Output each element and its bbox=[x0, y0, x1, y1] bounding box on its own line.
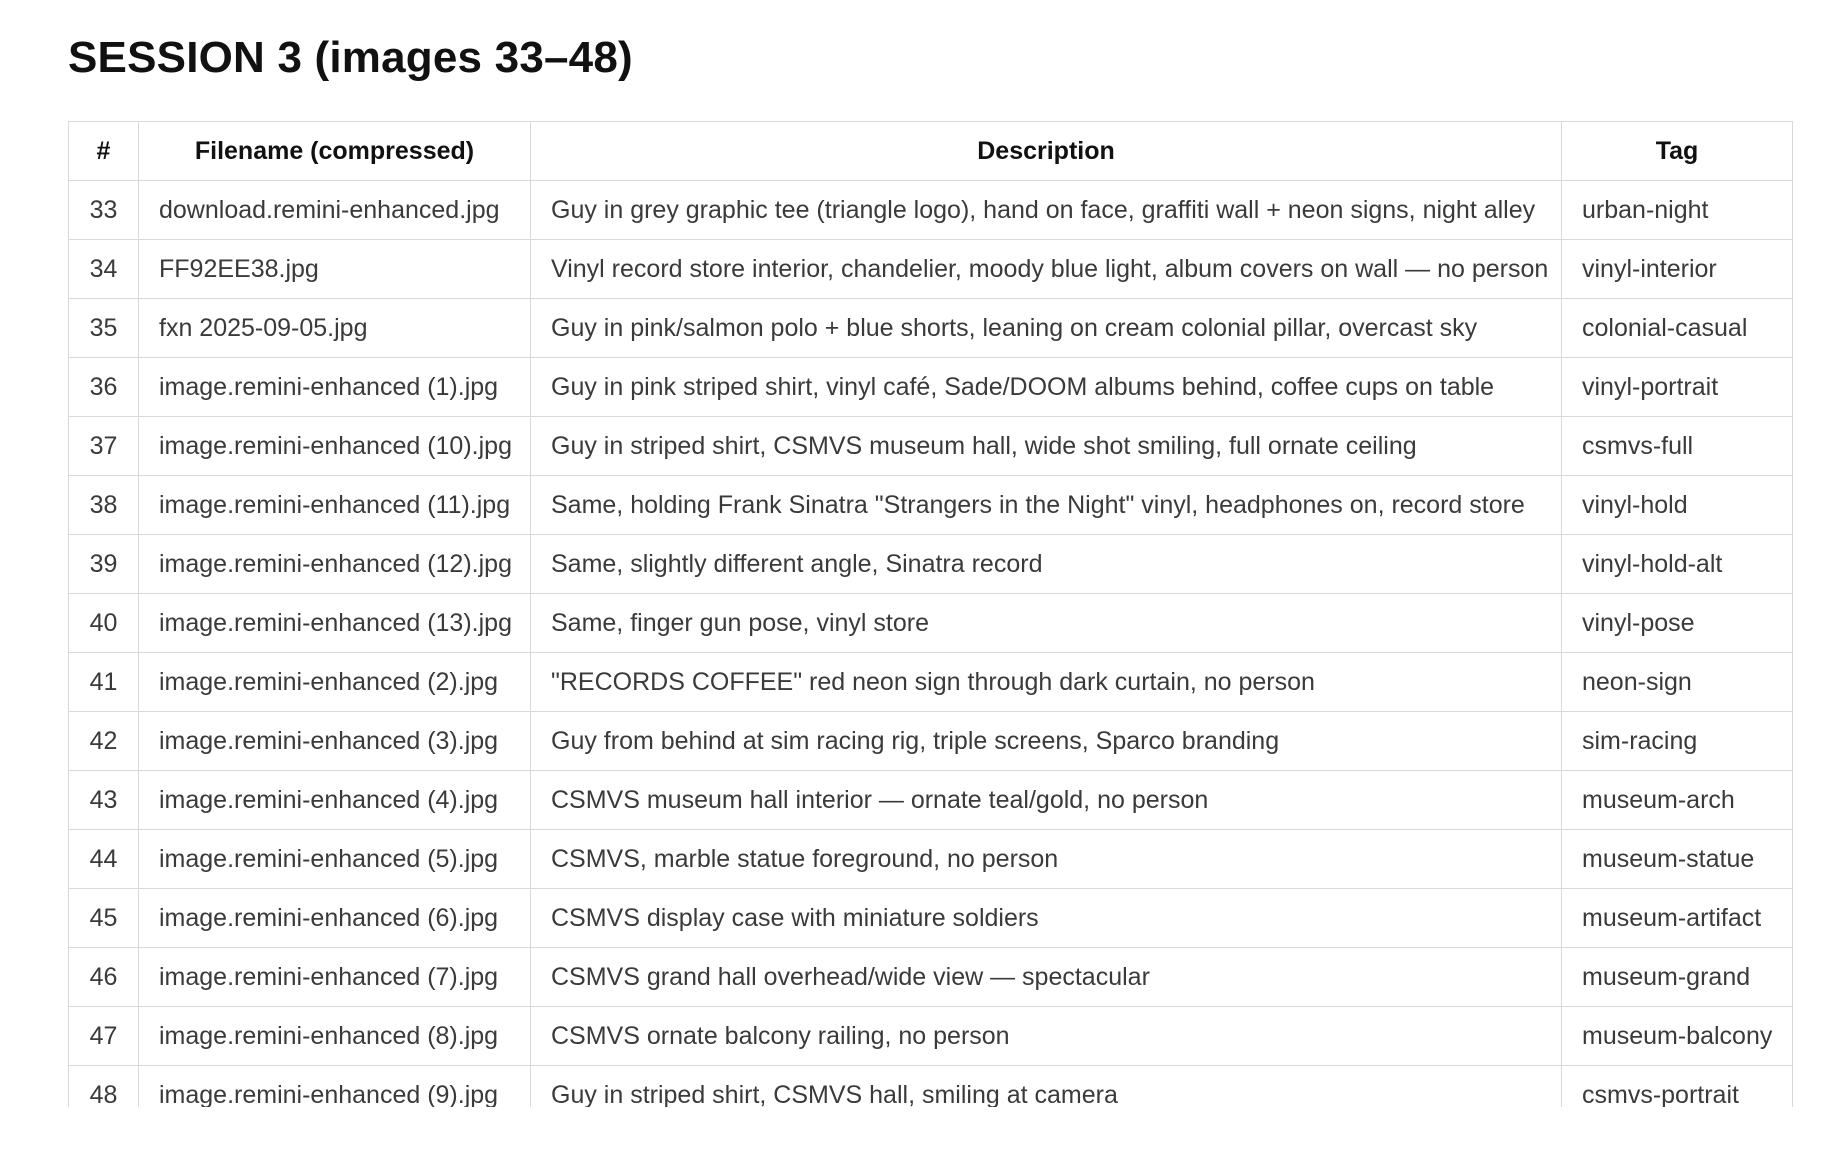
header-number: # bbox=[69, 122, 139, 181]
cell-filename: FF92EE38.jpg bbox=[139, 240, 531, 299]
cell-number: 33 bbox=[69, 181, 139, 240]
cell-filename: image.remini-enhanced (12).jpg bbox=[139, 535, 531, 594]
cell-description: "RECORDS COFFEE" red neon sign through dark curtain, no person bbox=[531, 653, 1562, 712]
cell-description: Vinyl record store interior, chandelier, moody blue light, album covers on wall — no person bbox=[531, 240, 1562, 299]
table-row bbox=[69, 948, 1793, 1007]
cell-filename: fxn 2025-09-05.jpg bbox=[139, 299, 531, 358]
cell-filename: image.remini-enhanced (11).jpg bbox=[139, 476, 531, 535]
cell-description: Guy from behind at sim racing rig, triple screens, Sparco branding bbox=[531, 712, 1562, 771]
table-row bbox=[69, 653, 1793, 712]
cell-description: Same, holding Frank Sinatra "Strangers in the Night" vinyl, headphones on, record store bbox=[531, 476, 1562, 535]
table-row bbox=[69, 299, 1793, 358]
cell-number: 36 bbox=[69, 358, 139, 417]
cell-description: CSMVS, marble statue foreground, no person bbox=[531, 830, 1562, 889]
cell-description: Guy in striped shirt, CSMVS hall, smiling at camera bbox=[531, 1066, 1562, 1108]
table-row bbox=[69, 771, 1793, 830]
cell-description: CSMVS museum hall interior — ornate teal/gold, no person bbox=[531, 771, 1562, 830]
cell-tag: vinyl-hold bbox=[1562, 476, 1793, 535]
cell-number: 44 bbox=[69, 830, 139, 889]
cell-filename: image.remini-enhanced (4).jpg bbox=[139, 771, 531, 830]
cell-filename: image.remini-enhanced (1).jpg bbox=[139, 358, 531, 417]
cell-number: 40 bbox=[69, 594, 139, 653]
cell-filename: image.remini-enhanced (5).jpg bbox=[139, 830, 531, 889]
table-row bbox=[69, 181, 1793, 240]
table-row bbox=[69, 889, 1793, 948]
cell-description: Guy in striped shirt, CSMVS museum hall, wide shot smiling, full ornate ceiling bbox=[531, 417, 1562, 476]
cell-tag: museum-statue bbox=[1562, 830, 1793, 889]
cell-number: 42 bbox=[69, 712, 139, 771]
table-row bbox=[69, 358, 1793, 417]
images-table bbox=[68, 121, 1793, 1107]
table-row bbox=[69, 594, 1793, 653]
cell-tag: csmvs-portrait bbox=[1562, 1066, 1793, 1108]
table-row bbox=[69, 240, 1793, 299]
cell-filename: image.remini-enhanced (7).jpg bbox=[139, 948, 531, 1007]
cell-filename: image.remini-enhanced (2).jpg bbox=[139, 653, 531, 712]
cell-filename: image.remini-enhanced (6).jpg bbox=[139, 889, 531, 948]
cell-description: Guy in pink/salmon polo + blue shorts, leaning on cream colonial pillar, overcast sky bbox=[531, 299, 1562, 358]
cell-number: 37 bbox=[69, 417, 139, 476]
cell-tag: csmvs-full bbox=[1562, 417, 1793, 476]
table-row bbox=[69, 712, 1793, 771]
cell-number: 47 bbox=[69, 1007, 139, 1066]
header-tag: Tag bbox=[1562, 122, 1793, 181]
cell-number: 45 bbox=[69, 889, 139, 948]
cell-tag: sim-racing bbox=[1562, 712, 1793, 771]
page-title: SESSION 3 (images 33–48) bbox=[68, 33, 633, 82]
cell-tag: colonial-casual bbox=[1562, 299, 1793, 358]
cell-description: CSMVS grand hall overhead/wide view — spectacular bbox=[531, 948, 1562, 1007]
header-row bbox=[69, 122, 1793, 181]
table-row bbox=[69, 1066, 1793, 1108]
cell-tag: vinyl-pose bbox=[1562, 594, 1793, 653]
table-row bbox=[69, 830, 1793, 889]
cell-number: 39 bbox=[69, 535, 139, 594]
cell-filename: download.remini-enhanced.jpg bbox=[139, 181, 531, 240]
cell-description: Guy in pink striped shirt, vinyl café, Sade/DOOM albums behind, coffee cups on table bbox=[531, 358, 1562, 417]
cell-number: 41 bbox=[69, 653, 139, 712]
cell-tag: museum-balcony bbox=[1562, 1007, 1793, 1066]
cell-tag: museum-artifact bbox=[1562, 889, 1793, 948]
cell-description: CSMVS display case with miniature soldiers bbox=[531, 889, 1562, 948]
cell-tag: vinyl-interior bbox=[1562, 240, 1793, 299]
table-row bbox=[69, 1007, 1793, 1066]
cell-number: 46 bbox=[69, 948, 139, 1007]
cell-number: 34 bbox=[69, 240, 139, 299]
cell-tag: museum-grand bbox=[1562, 948, 1793, 1007]
table-viewport[interactable] bbox=[68, 121, 1793, 1107]
cell-tag: vinyl-hold-alt bbox=[1562, 535, 1793, 594]
table-body bbox=[69, 181, 1793, 1108]
cell-description: Same, slightly different angle, Sinatra record bbox=[531, 535, 1562, 594]
cell-filename: image.remini-enhanced (13).jpg bbox=[139, 594, 531, 653]
cell-tag: urban-night bbox=[1562, 181, 1793, 240]
cell-tag: vinyl-portrait bbox=[1562, 358, 1793, 417]
cell-tag: neon-sign bbox=[1562, 653, 1793, 712]
cell-number: 35 bbox=[69, 299, 139, 358]
cell-description: Guy in grey graphic tee (triangle logo), hand on face, graffiti wall + neon signs, night alley bbox=[531, 181, 1562, 240]
cell-filename: image.remini-enhanced (3).jpg bbox=[139, 712, 531, 771]
header-description: Description bbox=[531, 122, 1562, 181]
cell-filename: image.remini-enhanced (10).jpg bbox=[139, 417, 531, 476]
table-header bbox=[69, 122, 1793, 181]
table-row bbox=[69, 417, 1793, 476]
cell-description: CSMVS ornate balcony railing, no person bbox=[531, 1007, 1562, 1066]
cell-number: 48 bbox=[69, 1066, 139, 1108]
cell-tag: museum-arch bbox=[1562, 771, 1793, 830]
table-row bbox=[69, 476, 1793, 535]
cell-description: Same, finger gun pose, vinyl store bbox=[531, 594, 1562, 653]
header-filename: Filename (compressed) bbox=[139, 122, 531, 181]
cell-filename: image.remini-enhanced (9).jpg bbox=[139, 1066, 531, 1108]
table-row bbox=[69, 535, 1793, 594]
cell-filename: image.remini-enhanced (8).jpg bbox=[139, 1007, 531, 1066]
cell-number: 43 bbox=[69, 771, 139, 830]
cell-number: 38 bbox=[69, 476, 139, 535]
